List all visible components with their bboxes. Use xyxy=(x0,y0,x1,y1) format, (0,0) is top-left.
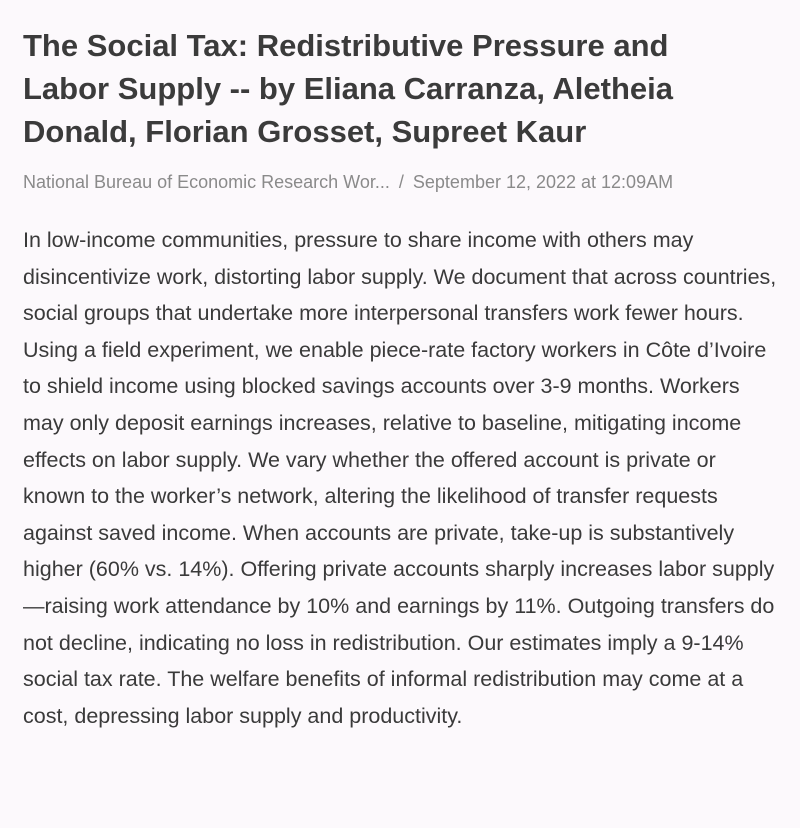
meta-separator: / xyxy=(398,172,404,192)
article-body: In low-income communities, pressure to share income with others may disincentivize work, distorting labor supply. We document that across countries, social groups that undertake more interpersonal transfers work fewer hours. Using a field experiment, we enable piece-rate factory workers in Côte d’Ivoire to shield income using blocked savings accounts over 3-9 months. Workers may only deposit earnings increases, relative to baseline, mitigating income effects on labor supply. We vary whether the offered account is private or known to the worker’s network, altering the likelihood of transfer requests against saved income. When accounts are private, take-up is substantively higher (60% vs. 14%). Offering private accounts sharply increases labor supply—raising work attendance by 10% and earnings by 11%. Outgoing transfers do not decline, indicating no loss in redistribution. Our estimates imply a 9-14% social tax rate. The welfare benefits of informal redistribution may come at a cost, depressing labor supply and productivity. xyxy=(23,228,777,728)
article-meta xyxy=(23,170,776,194)
source-link[interactable]: National Bureau of Economic Research Wor... xyxy=(23,172,390,192)
article-title: The Social Tax: Redistributive Pressure and Labor Supply -- by Eliana Carranza, Aletheia Donald, Florian Grosset, Supreet Kaur xyxy=(23,28,674,149)
publish-date: September 12, 2022 at 12:09AM xyxy=(412,172,674,192)
